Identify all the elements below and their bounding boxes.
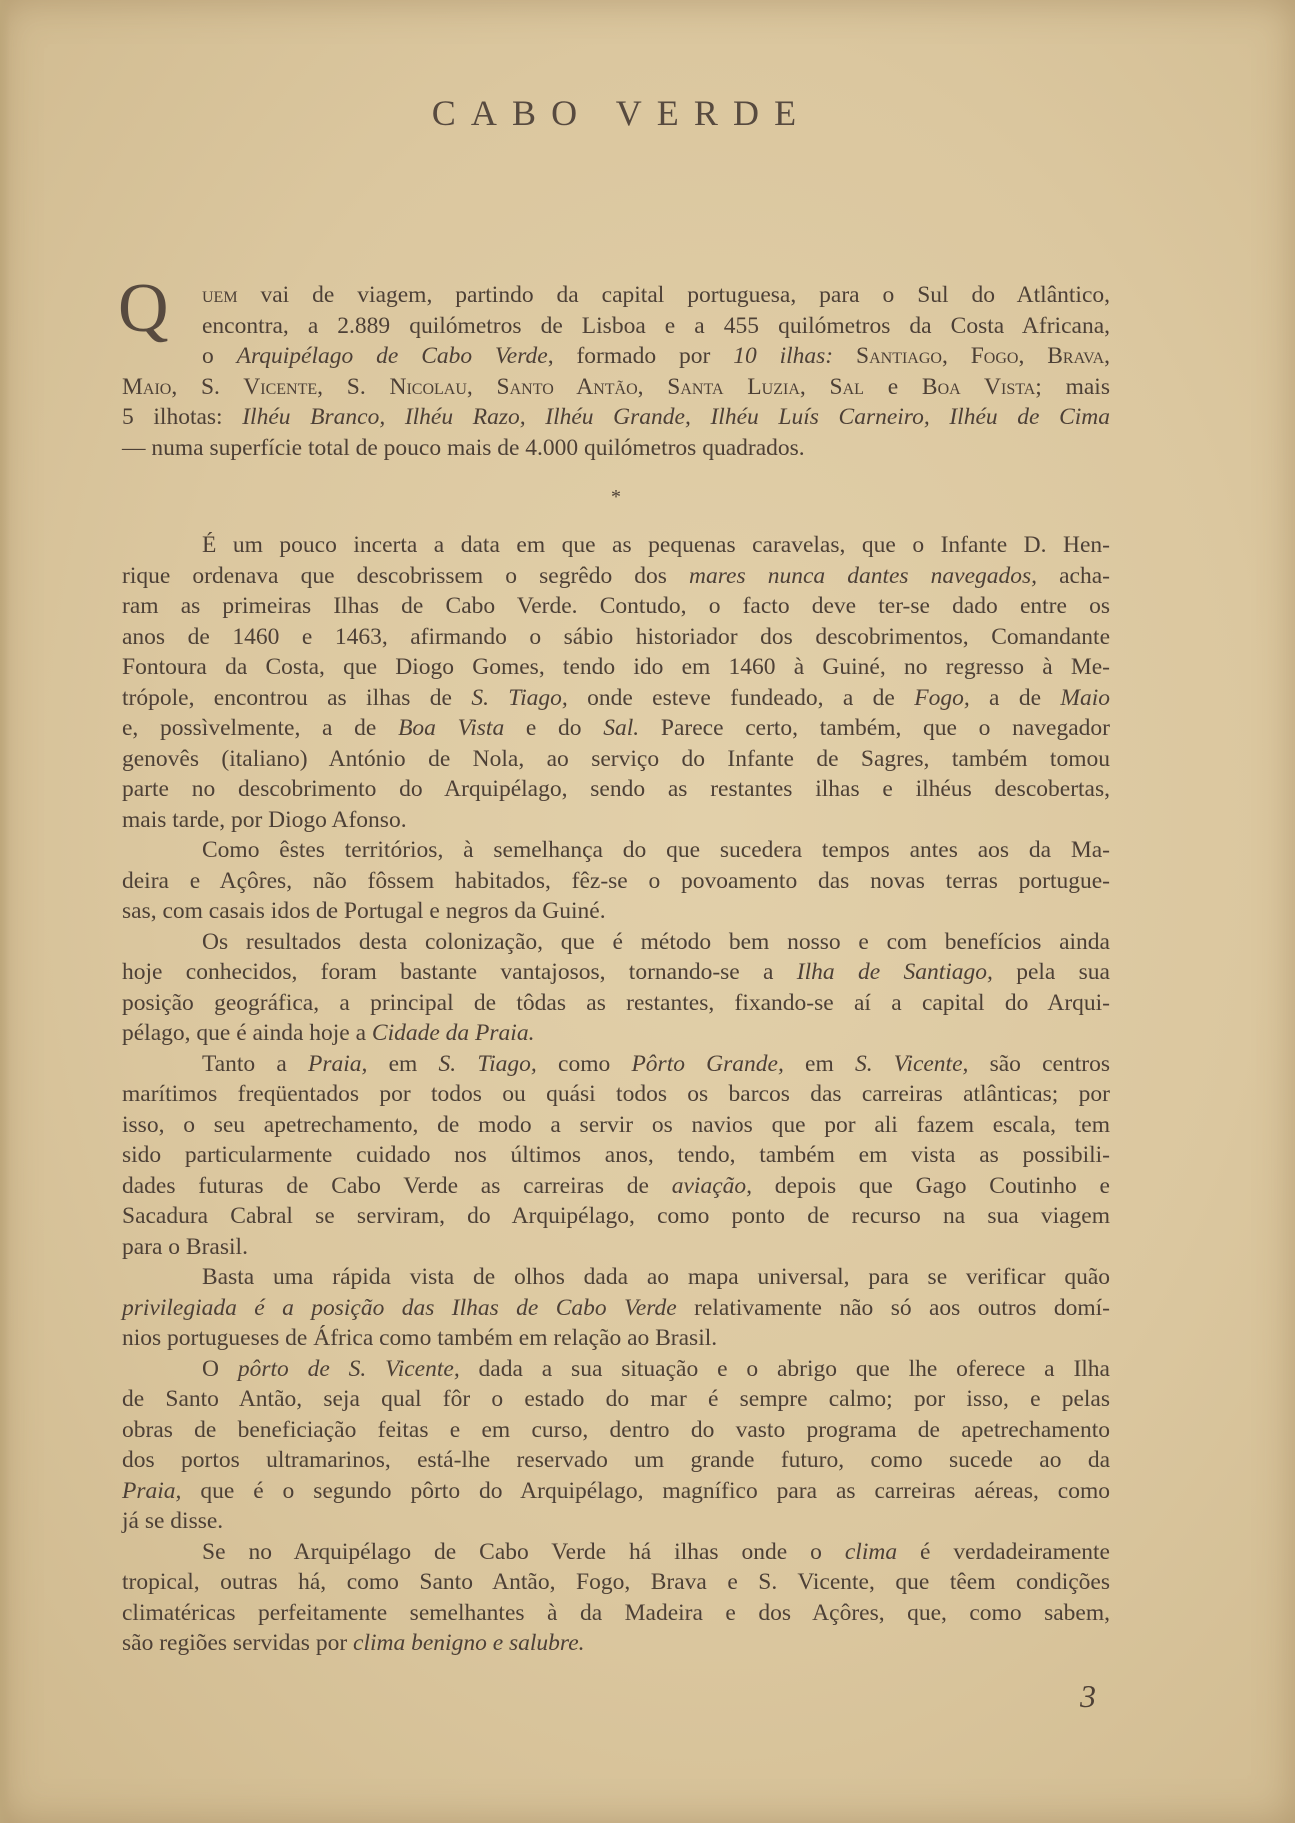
italic-text: S. Tiago,	[471, 684, 568, 711]
small-caps-text: Boa Vista	[921, 373, 1036, 400]
paragraph	[122, 1537, 1110, 1659]
italic-text: clima benigno e salubre.	[353, 1630, 585, 1656]
text-line	[122, 805, 1110, 836]
text-line	[122, 866, 1110, 897]
text-line	[122, 1567, 1110, 1598]
text-segment: são centros	[968, 1050, 1110, 1077]
text-segment: tropical, outras há, como Santo Antão, Fogo, Brava e S. Vicente, que têem condições	[122, 1569, 1110, 1595]
italic-text: privilegiada é a posição das Ilhas de Cabo Verde	[122, 1294, 677, 1321]
text-segment: deira e Açôres, não fôssem habitados, fêz-se o povoamento das novas terras portugue-	[122, 867, 1110, 894]
text-line	[122, 988, 1110, 1019]
text-line	[122, 1445, 1110, 1476]
text-line	[122, 1293, 1110, 1324]
text-line	[122, 372, 1110, 403]
text-line	[122, 1110, 1110, 1141]
text-line	[122, 1598, 1110, 1629]
italic-text: Maio	[1060, 684, 1110, 711]
text-segment: Tanto a	[202, 1050, 309, 1077]
text-line	[122, 1384, 1110, 1415]
paragraph	[122, 835, 1110, 927]
text-segment: que é o segundo pôrto do Arquipélago, magnífico para as carreiras aéreas, como	[181, 1477, 1110, 1504]
text-line	[122, 774, 1110, 805]
paragraph	[122, 1049, 1110, 1263]
text-line	[122, 652, 1110, 683]
text-segment: relativamente não só aos outros domí-	[676, 1294, 1110, 1321]
text-segment: o	[202, 343, 237, 369]
text-segment: marítimos freqüentados por todos ou quási todos os barcos das carreiras atlânticas; por	[122, 1081, 1110, 1107]
section-separator: *	[611, 486, 621, 508]
text-segment: e	[863, 373, 922, 400]
drop-cap: Q	[118, 270, 169, 347]
text-line	[122, 957, 1110, 988]
page-number: 3	[1080, 1678, 1096, 1714]
text-segment: 5 ilhotas:	[122, 404, 243, 430]
text-line	[122, 341, 1110, 372]
text-line	[122, 744, 1110, 775]
text-segment: em	[783, 1050, 855, 1077]
text-segment: Parece certo, também, que o navegador	[639, 715, 1110, 741]
text-segment: é verdadeiramente	[897, 1538, 1110, 1565]
text-line	[122, 1628, 1110, 1659]
text-line	[122, 1140, 1110, 1171]
text-segment: como	[536, 1050, 632, 1077]
text-segment: posição geográfica, a principal de tôdas as restantes, fixando-se aí a capital do Arqui-	[122, 989, 1110, 1016]
text-segment: de Santo Antão, seja qual fôr o estado do mar é sempre calmo; por isso, e pelas	[122, 1386, 1110, 1412]
text-segment: vai de viagem, partindo da capital portuguesa, para o Sul do Atlântico,	[237, 282, 1110, 308]
italic-text: Cidade da Praia.	[371, 1020, 535, 1046]
text-line	[122, 835, 1110, 866]
text-line	[122, 1506, 1110, 1537]
text-segment: depois que Gago Coutinho e	[752, 1172, 1110, 1199]
italic-text: Sal.	[603, 715, 640, 741]
text-line	[122, 1323, 1110, 1354]
paragraph	[122, 530, 1110, 835]
text-segment: Os resultados desta colonização, que é método bem nosso e com benefícios ainda	[202, 928, 1110, 955]
text-segment: dades futuras de Cabo Verde as carreiras de	[122, 1172, 672, 1199]
text-segment: acha-	[1037, 562, 1110, 589]
text-segment: isso, o seu apetrechamento, de modo a servir os navios que por ali fazem escala, tem	[122, 1111, 1110, 1138]
text-line	[122, 1049, 1110, 1080]
text-line	[122, 1079, 1110, 1110]
text-segment: Como êstes territórios, à semelhança do que sucedera tempos antes aos da Ma-	[202, 837, 1110, 863]
text-segment: pélago, que é ainda hoje a	[122, 1020, 372, 1046]
text-line	[122, 622, 1110, 653]
text-segment: onde esteve fundeado, a de	[567, 684, 915, 711]
text-line	[122, 1201, 1110, 1232]
text-line	[122, 530, 1110, 561]
text-segment: rique ordenava que descobrissem o segrêdo dos	[122, 562, 690, 589]
text-line	[122, 280, 1110, 311]
text-segment: e do	[504, 715, 604, 741]
italic-text: Ilha de Santiago,	[796, 959, 993, 985]
text-line	[122, 433, 1110, 464]
page-edge	[0, 0, 10, 1823]
text-line	[122, 1415, 1110, 1446]
text-line	[122, 1171, 1110, 1202]
italic-text: Praia,	[122, 1477, 182, 1504]
text-segment: ram as primeiras Ilhas de Cabo Verde. Contudo, o facto deve ter-se dado entre os	[122, 593, 1110, 619]
text-segment: obras de beneficiação feitas e em curso, dentro do vasto programa de apetrechamento	[122, 1416, 1110, 1443]
paragraph	[122, 1354, 1110, 1537]
page-title: CABO VERDE	[431, 93, 812, 133]
text-segment: para o Brasil.	[122, 1233, 248, 1260]
text-line	[122, 1354, 1110, 1385]
text-segment: nios portugueses de África como também em relação ao Brasil.	[122, 1325, 718, 1351]
italic-text: S. Tiago,	[438, 1050, 537, 1077]
italic-text: 10 ilhas:	[733, 343, 834, 369]
italic-text: Fogo,	[914, 684, 970, 711]
paragraph-intro	[118, 270, 1111, 463]
text-segment: pela sua	[992, 959, 1110, 985]
text-line	[122, 1537, 1110, 1568]
text-segment: sas, com casais idos de Portugal e negros da Guiné.	[122, 898, 606, 924]
text-segment: ; mais	[1035, 373, 1110, 400]
text-segment: dos portos ultramarinos, está-lhe reservado um grande futuro, como sucede ao da	[122, 1447, 1110, 1473]
text-segment: Fontoura da Costa, que Diogo Gomes, tendo ido em 1460 à Guiné, no regresso à Me-	[122, 654, 1110, 680]
text-line	[122, 311, 1110, 342]
small-caps-text: Santiago, Fogo, Brava,	[856, 343, 1111, 369]
text-segment: trópole, encontrou as ilhas de	[122, 684, 472, 711]
text-segment: hoje conhecidos, foram bastante vantajosos, tornando-se a	[122, 959, 797, 985]
text-line	[122, 713, 1110, 744]
text-segment: já se disse.	[122, 1508, 224, 1534]
text-segment: parte no descobrimento do Arquipélago, sendo as restantes ilhas e ilhéus descobertas,	[122, 776, 1110, 802]
paragraph	[122, 1262, 1110, 1354]
italic-text: Ilhéu Branco, Ilhéu Razo, Ilhéu Grande, Ilhéu Luís Carneiro, Ilhéu de Cima	[242, 404, 1110, 430]
paragraph	[122, 927, 1110, 1049]
italic-text: pôrto de S. Vicente,	[237, 1355, 460, 1382]
text-line	[122, 1262, 1110, 1293]
text-segment: anos de 1460 e 1463, afirmando o sábio historiador dos descobrimentos, Comandante	[122, 623, 1110, 650]
text-segment	[833, 343, 856, 369]
italic-text: aviação,	[671, 1172, 753, 1199]
text-segment: são regiões servidas por	[122, 1630, 354, 1656]
text-segment: climatéricas perfeitamente semelhantes à da Madeira e dos Açôres, que, como sabem,	[122, 1599, 1110, 1626]
text-line	[122, 683, 1110, 714]
text-segment: O	[202, 1355, 238, 1382]
text-line	[122, 1476, 1110, 1507]
italic-text: Pôrto Grande,	[631, 1050, 784, 1077]
small-caps-text: Maio, S. Vicente, S. Nicolau, Santo Antão, Santa Luzia, Sal	[122, 373, 864, 400]
text-line	[122, 561, 1110, 592]
text-segment: Se no Arquipélago de Cabo Verde há ilhas onde o	[202, 1538, 845, 1565]
italic-text: Boa Vista	[398, 715, 505, 741]
text-segment: Sacadura Cabral se serviram, do Arquipélago, como ponto de recurso na sua viagem	[122, 1203, 1110, 1229]
italic-text: S. Vicente,	[854, 1050, 969, 1077]
text-segment: sido particularmente cuidado nos últimos anos, tendo, também em vista as possibili-	[122, 1142, 1110, 1168]
text-segment: e, possìvelmente, a de	[122, 715, 399, 741]
text-segment: dada a sua situação e o abrigo que lhe oferece a Ilha	[459, 1355, 1110, 1382]
text-line	[122, 1018, 1110, 1049]
italic-text: Praia,	[308, 1050, 368, 1077]
italic-text: Arquipélago de Cabo Verde	[236, 343, 548, 369]
article-body	[118, 270, 1111, 1659]
italic-text: clima	[844, 1538, 898, 1565]
text-segment: — numa superfície total de pouco mais de 4.000 quilómetros quadrados.	[122, 434, 805, 461]
text-segment: encontra, a 2.889 quilómetros de Lisboa e a 455 quilómetros da Costa Africana,	[202, 312, 1110, 339]
paragraphs	[122, 530, 1110, 1659]
text-segment: , formado por	[547, 343, 734, 369]
text-line	[122, 402, 1110, 433]
italic-text: mares nunca dantes navegados,	[689, 562, 1038, 589]
text-line	[122, 591, 1110, 622]
text-segment: Basta uma rápida vista de olhos dada ao mapa universal, para se verificar quão	[202, 1264, 1110, 1290]
text-segment: em	[367, 1050, 439, 1077]
text-line	[122, 1232, 1110, 1263]
text-segment: a de	[969, 684, 1061, 711]
text-segment: mais tarde, por Diogo Afonso.	[122, 806, 407, 833]
small-caps-text: uem	[202, 282, 238, 308]
text-segment: É um pouco incerta a data em que as pequenas caravelas, que o Infante D. Hen-	[202, 532, 1110, 558]
text-line	[122, 896, 1110, 927]
text-line	[122, 927, 1110, 958]
text-segment: genovês (italiano) António de Nola, ao serviço do Infante de Sagres, também tomou	[122, 745, 1110, 772]
